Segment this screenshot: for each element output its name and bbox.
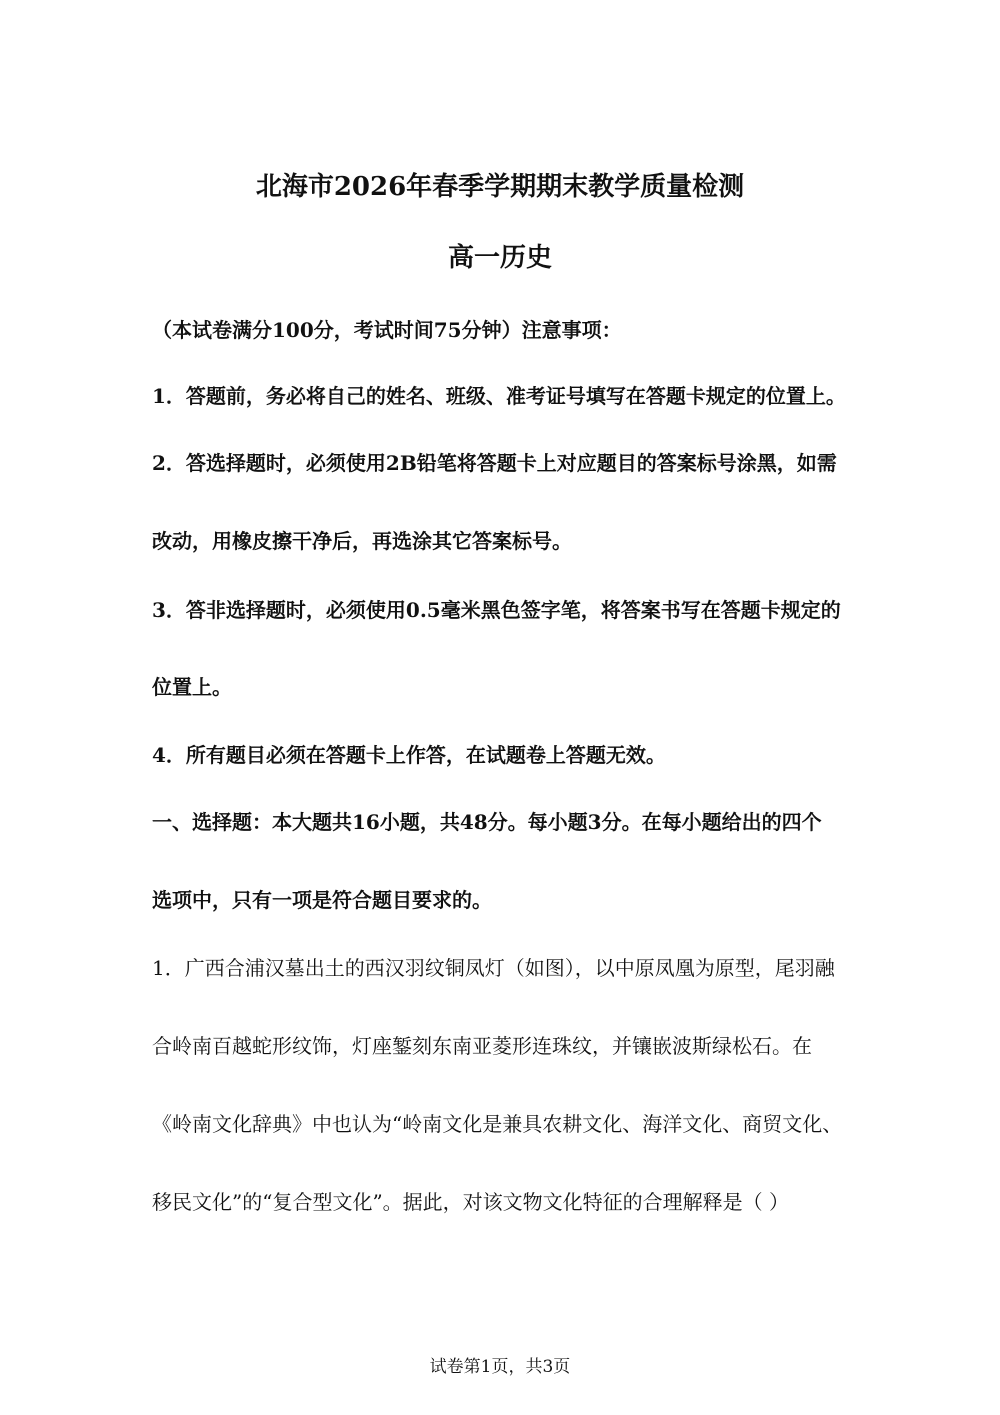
instructions-intro: （本试卷满分100分，考试时间75分钟）注意事项： — [152, 318, 622, 342]
instruction-item-3-line-2: 位置上。 — [152, 675, 232, 699]
question-1-line-4: 移民文化”的“复合型文化”。据此，对该文物文化特征的合理解释是（ ） — [152, 1190, 790, 1214]
instruction-item-3-line-1: 3．答非选择题时，必须使用0.5毫米黑色签字笔，将答案书写在答题卡规定的 — [152, 598, 841, 622]
question-1-line-1: 1．广西合浦汉墓出土的西汉羽纹铜凤灯（如图），以中原凤凰为原型，尾羽融 — [152, 956, 835, 980]
exam-subject: 高一历史 — [447, 243, 552, 273]
instruction-item-2-line-1: 2．答选择题时，必须使用2B铅笔将答题卡上对应题目的答案标号涂黑，如需 — [152, 451, 837, 475]
section-1-heading-line-2: 选项中，只有一项是符合题目要求的。 — [152, 888, 492, 912]
instruction-item-4: 4．所有题目必须在答题卡上作答，在试题卷上答题无效。 — [152, 743, 666, 767]
page-footer: 试卷第1页，共3页 — [429, 1357, 571, 1377]
exam-title: 北海市2026年春季学期期末教学质量检测 — [255, 172, 745, 202]
section-1-heading-line-1: 一、选择题：本大题共16小题，共48分。每小题3分。在每小题给出的四个 — [152, 810, 822, 834]
question-1-line-3: 《岭南文化辞典》中也认为“岭南文化是兼具农耕文化、海洋文化、商贸文化、 — [152, 1112, 843, 1136]
instruction-item-2-line-2: 改动，用橡皮擦干净后，再选涂其它答案标号。 — [152, 529, 572, 553]
instruction-item-1: 1．答题前，务必将自己的姓名、班级、准考证号填写在答题卡规定的位置上。 — [152, 384, 846, 408]
question-1-line-2: 合岭南百越蛇形纹饰，灯座錾刻东南亚菱形连珠纹，并镶嵌波斯绿松石。在 — [152, 1034, 812, 1058]
